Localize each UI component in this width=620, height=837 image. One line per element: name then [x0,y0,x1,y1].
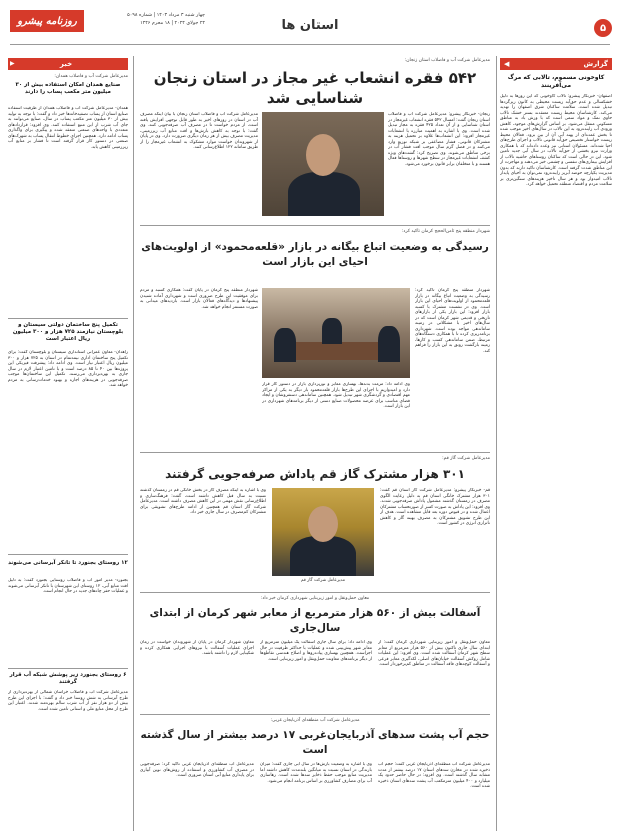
article2-body-a: شهردار منطقه پنج کرمان تاکید کرد: رسیدگی به وضعیت اتباع بیگانه در بازار قلعه‌محمود از اولویت‌های احیای این بازار است. وی در نشست مشترک با کسبه بازار افزود: این بازار یکی از بازارهای تاریخی و قدیمی شهر کرمان است که در سال‌های اخیر با مشکلاتی در زمینه ساماندهی مواجه بوده است. شهرداری برنامه‌ریزی کرده تا با همکاری دستگاه‌های مرتبط، ضمن ساماندهی کسب و کارها، زمینه بازگشت رونق به این بازار را فراهم کند. [415,288,490,354]
section-title: استان ها [281,18,339,33]
article3-person-face [308,506,338,542]
article3-body-b: وی با اشاره به اینکه مصرف گاز در بخش خانگی قم در زمستان گذشته نسبت به سال قبل کاهش داشته است، گفت: فرهنگ‌سازی و اطلاع‌رسانی نقش مهمی در این کاهش مصرف داشته است. مدیرعامل شرکت گاز استان قم همچنین از ادامه طرح‌های تشویقی برای مشترکان کم‌مصرف در سال جاری خبر داد. [140,488,266,515]
article1-body-a: زنجان- خبرنگار پیشرو: مدیرعامل شرکت آب و فاضلاب استان زنجان گفت: امسال ۵۴۲ فقره انشعاب غیرمجاز در استان شناسایی و از آن تعداد ۴۲۵ فقره به مجاز تبدیل شده است. وی با اشاره به اهمیت مبارزه با انشعابات غیرمجاز افزود: این انشعاب‌ها علاوه بر تحمیل هزینه به مشترکان قانونی، فشار مضاعفی بر شبکه توزیع وارد می‌کنند و در فصل گرم سال موجب افت فشار آب در برخی مناطق می‌شوند. وی تصریح کرد: گشت‌های ویژه کشف انشعابات غیرمجاز در سطح شهرها و روستاها فعال هستند و با متخلفان برابر قانون برخورد می‌شود. [388,112,490,167]
news-item1-body: همدان- مدیرعامل شرکت آب و فاضلاب همدان از ظرفیت استفاده صنایع استان از پساب تصفیه‌خانه‌ها خبر داد و گفت: با توجه به تولید بیش از ۳۰ میلیون متر مکعب پساب در سال، صنایع می‌توانند به جای آب شرب از این منبع استفاده کنند. وی افزود: قراردادهای متعددی با واحدهای صنعتی منعقد شده و پیگیری برای واگذاری پساب ادامه دارد. همچنین اجرای خطوط انتقال پساب به شهرک‌های صنعتی در دستور کار قرار گرفته است تا فشار بر منابع آب زیرزمینی کاهش یابد. [8,106,128,150]
article5-body-a: مدیرعامل شرکت آب منطقه‌ای آذربایجان غربی گفت: حجم آب ذخیره شده در مخازن سدهای استان ۱۷ درصد بیشتر از مدت مشابه سال گذشته است. وی افزود: در حال حاضر حدود یک میلیارد و ۴۰۰ میلیون مترمکعب آب پشت سدهای استان ذخیره شده است. [378,762,490,789]
article4-body-b: وی ادامه داد: برای سال جاری آسفالت یک میلیون مترمربع از معابر شهر پیش‌بینی شده و عملیات با حداکثر ظرفیت در حال اجراست. همچنین بهسازی پیاده‌روها و اصلاح هندسی تقاطع‌ها از دیگر برنامه‌های معاونت حمل‌ونقل و امور زیربنایی است. [260,640,372,662]
date-line-1: چهار شنبه ۳ مرداد ۱۴۰۳ | شماره ۵۰۹۸ [127,13,205,18]
article4-body-c: معاون شهردار کرمان در پایان از شهروندان خواست در زمان اجرای عملیات آسفالت با نیروهای اجرایی همکاری کرده و شکیبایی لازم را داشته باشند. [140,640,254,656]
right-column-divider [496,56,497,831]
article3-photo [272,488,374,576]
article4-body-a: معاون حمل‌ونقل و امور زیربنایی شهرداری کرمان گفت: از ابتدای سال جاری تاکنون بیش از ۵۶۰ هزار مترمربع از معابر سطح شهر کرمان آسفالت شده است. وی افزود: این عملیات شامل روکش آسفالت خیابان‌های اصلی، لکه‌گیری معابر فرعی و آسفالت کوچه‌های فاقد آسفالت در مناطق کم‌برخوردار است. [378,640,490,667]
article1-kicker: مدیرعامل شرکت آب و فاضلاب استان زنجان: [404,58,490,63]
article3-caption: مدیرعامل شرکت گاز قم [300,578,346,583]
article2-photo [262,288,410,378]
article2-title: رسیدگی به وضعیت اتباع بیگانه در بازار «قلعه‌محمود» از اولویت‌های احیای این بازار است [141,241,489,268]
news-label: خبر [59,60,73,68]
article1-person-body [288,172,360,216]
article4-bottom-rule [140,714,490,715]
news-item1-kicker: مدیرعامل شرکت آب و فاضلاب همدان: [54,74,128,79]
article2-bottom-rule [140,452,490,453]
news-item3-title: ۱۲ روستای بجنورد تا تانکر آبرسانی می‌شوند [8,560,128,566]
article1-person-face [306,134,340,176]
meeting-person-3 [322,318,342,344]
news-item2-title: تکمیل پنج ساختمان دولتی سیستان و بلوچستان نیازمند ۷۲۵ هزار و ۳۰۰ میلیون ریال اعتبار است [12,322,124,342]
news-item3-body: بجنورد- مدیر امور آب و فاضلاب روستایی بجنورد گفت: به دلیل افت منابع آبی، ۱۲ روستای این شهرستان با تانکر آبرسانی می‌شوند و عملیات حفر چاه‌های جدید در حال انجام است. [8,578,128,594]
page-header [0,0,620,46]
news-rule-3 [8,668,128,669]
news-item2-body: زاهدان- معاون عمرانی استانداری سیستان و بلوچستان گفت: برای تکمیل پنج ساختمان اداری نیمه‌تمام در استان به ۷۲۵ هزار و ۳۰۰ میلیون ریال اعتبار نیاز است. وی ادامه داد: پیشرفت فیزیکی این پروژه‌ها بین ۴۰ تا ۸۵ درصد است و با تامین اعتبار لازم در سال جاری به بهره‌برداری می‌رسند. تکمیل این ساختمان‌ها موجب صرفه‌جویی در هزینه‌های اجاره و بهبود خدمات‌رسانی به مردم خواهد شد. [8,350,128,388]
article3-bottom-rule [140,592,490,593]
article5-kicker: مدیرعامل شرکت آب منطقه‌ای آذربایجان غربی: [270,718,360,723]
article5-body-b: وی با اشاره به وضعیت بارش‌ها در سال آبی جاری گفت: میزان بارندگی در استان نسبت به میانگین بلندمدت کاهش داشته اما مدیریت منابع موجب حفظ ذخایر سدها شده است. رهاسازی آب برای مصارف کشاورزی بر اساس برنامه انجام می‌شود. [260,762,372,784]
report-title: کاوخونی مسموم، تالابی که مرگ می‌آفرینند [507,74,605,89]
report-arrow-icon: ◀ [504,60,510,68]
article1-bottom-rule [140,225,490,226]
logo-text: روزنامه پیشرو [17,15,77,27]
news-rule-2 [8,554,128,555]
article5-body-c: مدیرعامل آب منطقه‌ای آذربایجان غربی تاکید کرد: صرفه‌جویی در مصرف آب کشاورزی و استفاده از روش‌های نوین آبیاری برای پایداری منابع آبی استان ضروری است. [140,762,254,778]
report-body: اصفهان- خبرنگار پیشرو: تالاب گاوخونی که این روزها به دلیل خشکسالی و عدم حق‌آبه زیست محیطی به کانون ریزگردها تبدیل شده است، سلامت ساکنان شرق اصفهان را تهدید می‌کند. کارشناسان محیط زیست معتقدند بستر خشک تالاب حاوی نمک و مواد سمی است که با وزش باد به مناطق مسکونی منتقل می‌شود. بر اساس گزارش‌های موجود، کاهش ورودی آب زاینده‌رود به این تالاب در سال‌های اخیر موجب شده تا بخش عمده‌ای از پهنه آبی آن از بین برود. فعالان محیط زیست خواستار تخصیص حق‌آبه قانونی تالاب و اجرای طرح‌های احیا شده‌اند. مسئولان استانی نیز وعده داده‌اند که با همکاری وزارت نیرو بخشی از حق‌آبه تالاب در سال آبی جدید تامین شود. این در حالی است که ساکنان روستاهای حاشیه تالاب از افزایش بیماری‌های تنفسی و چشمی خبر می‌دهند و مهاجرت از این مناطق شدت گرفته است. کارشناسان تاکید دارند که بدون مدیریت یکپارچه حوضه آبریز زاینده‌رود نمی‌توان به احیای پایدار تالاب امیدوار بود و هر سال تاخیر هزینه‌های سنگین‌تری بر سلامت مردم و اقتصاد منطقه تحمیل خواهد کرد. [500,94,612,187]
article1-body-b: مدیرعامل شرکت آب و فاضلاب استان زنجان با بیان اینکه مصرف آب در استان در روزهای اخیر به طور قابل توجهی افزایش یافته است، از مردم خواست تا در مصرف آب صرفه‌جویی کنند. وی گفت: با توجه به کاهش بارش‌ها و افت منابع آب زیرزمینی، مدیریت مصرف بیش از هر زمان دیگری ضرورت دارد. وی در پایان از شهروندان خواست موارد مشکوک به انشعاب غیرمجاز را از طریق سامانه ۱۲۲ اطلاع‌رسانی کنند. [140,112,258,150]
meeting-person-1 [274,328,296,362]
meeting-table [292,342,382,360]
article4-kicker: معاون حمل‌ونقل و امور زیربنایی شهرداری کرمان خبر داد: [260,596,370,601]
left-column-divider [133,56,134,831]
news-arrow-icon: ▶ [10,60,15,67]
news-item1-title: صنایع همدان امکان استفاده بیش از ۳۰ میلیون متر مکعب پساب را دارند [15,82,121,95]
newspaper-logo [10,10,84,32]
article2-kicker: شهردار منطقه پنج ثامن‌الحجج کرمان تاکید کرد: [401,229,490,234]
header-rule [10,44,610,45]
news-item4-title: ۶ روستای بجنورد زیر پوشش شبکه آب قرار گرفتند [9,672,127,685]
article3-body-a: قم- خبرنگار پیشرو: مدیرعامل شرکت گاز استان قم گفت: ۳۰۱ هزار مشترک خانگی استان قم به دلیل رعایت الگوی مصرف در زمستان گذشته مشمول پاداش صرفه‌جویی شدند. وی افزود: این پاداش به صورت کسر از صورتحساب مشترکان اعمال شده و در قبوض دوره بعد قابل مشاهده است. هدف از این طرح تشویق مشترکان به مصرف بهینه گاز و کاهش ناترازی انرژی در کشور است. [380,488,490,526]
news-label-bar [8,58,128,70]
report-label-bar [500,58,612,70]
page-number: ۵ [599,22,607,34]
article2-body-c: شهردار منطقه پنج کرمان در پایان گفت: همکاری کسبه و مردم برای موفقیت این طرح ضروری است و شهرداری آماده شنیدن پیشنهادها و دیدگاه‌های فعالان بازار است. بازدیدهای میدانی به صورت مستمر انجام خواهد شد. [140,288,258,310]
meeting-person-2 [378,326,400,362]
article2-body-b: وی ادامه داد: مرمت بدنه‌ها، بهسازی معابر و نورپردازی بازار در دستور کار قرار دارد و امیدواریم با اجرای این طرح‌ها بازار قلعه‌محمود بار دیگر به یکی از مراکز مهم اقتصادی و گردشگری شهر تبدیل شود. همچنین ساماندهی دستفروشان و ایجاد فضای مناسب برای عرضه محصولات صنایع دستی از دیگر برنامه‌های شهرداری در این بازار است. [262,382,410,409]
header-date [90,12,205,28]
article4-title: آسفالت بیش از ۵۶۰ هزار مترمربع از معابر شهر کرمان از ابتدای سال‌جاری [149,607,481,634]
article1-photo [262,112,384,216]
report-label: گزارش [583,60,608,68]
article3-kicker: مدیرعامل شرکت گاز قم: [442,456,490,461]
page-number-badge [594,19,612,37]
article3-title: ۳۰۱ هزار مشترک گاز قم پاداش صرفه‌جویی گرفتند [165,467,465,481]
news-rule-1 [8,318,128,319]
news-item4-body: مدیرعامل شرکت آب و فاضلاب خراسان شمالی از بهره‌برداری از طرح آبرسانی به شش روستا خبر داد و گفت: با اجرای این طرح بیش از دو هزار نفر از آب شرب سالم بهره‌مند شدند. اعتبار این طرح از محل منابع ملی و استانی تامین شده است. [8,690,128,712]
article3-person-body [290,536,356,576]
article1-title: ۵۴۲ فقره انشعاب غیر مجاز در استان زنجان شناسایی شد [153,69,477,107]
article5-title: حجم آب پشت سدهای آذربایجان‌غربی ۱۷ درصد بیشتر از سال گذشته است [140,729,490,756]
date-line-2: ۲۴ جولای ۲۰۲۴ | ۱۸ محرم ۱۴۴۶ [140,21,205,26]
